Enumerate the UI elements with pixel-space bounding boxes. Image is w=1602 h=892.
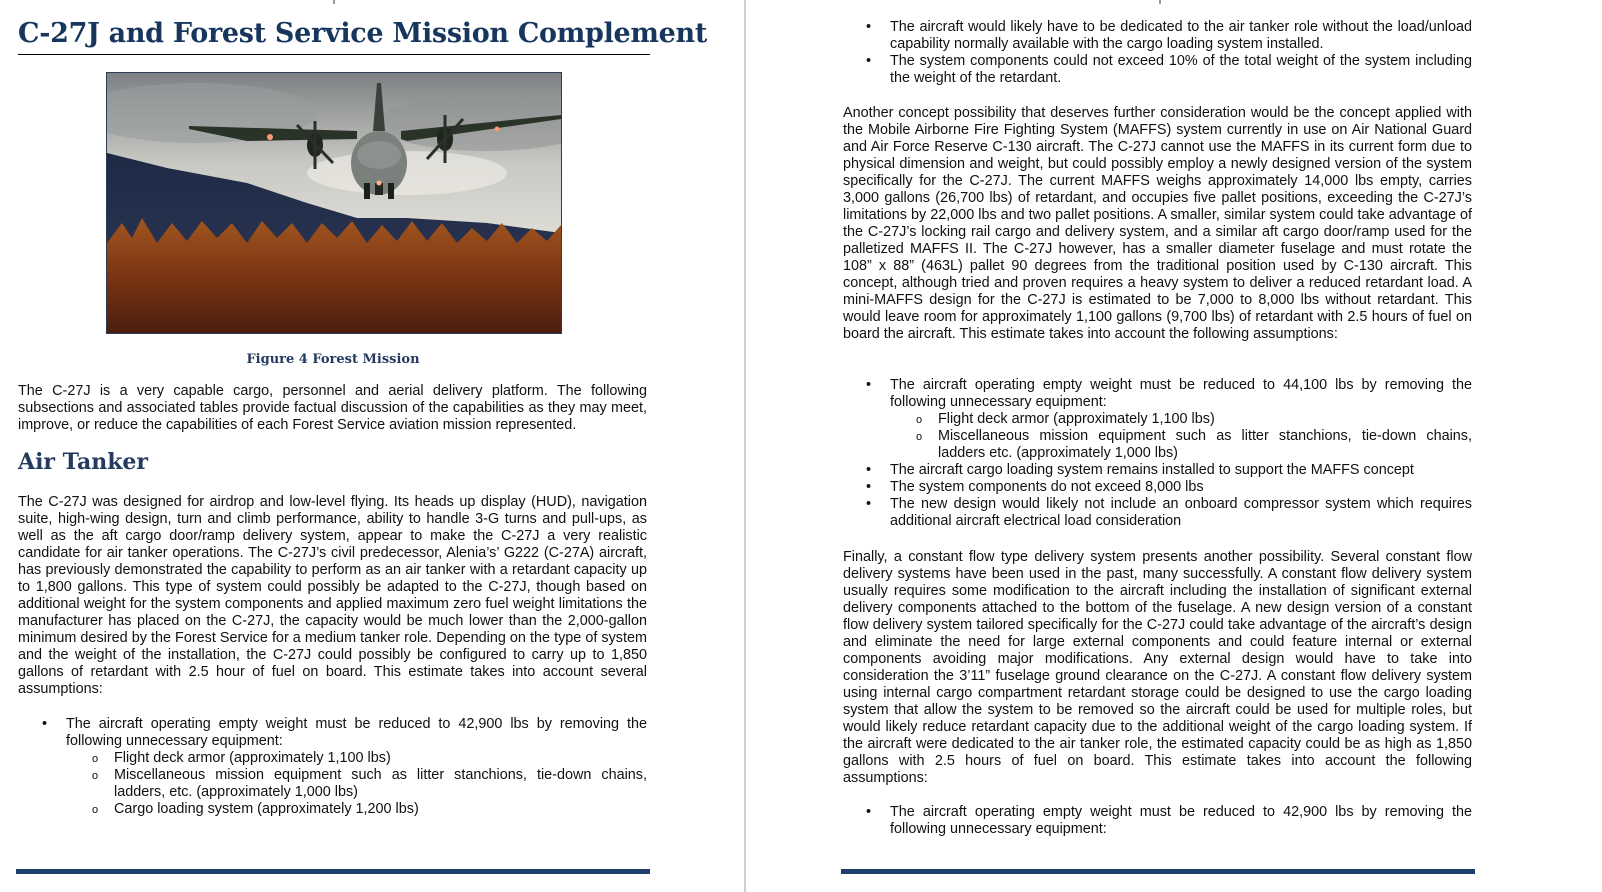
sub-list-item: o Miscellaneous mission equipment such as litter stanchions, tie-down chains, ladders etc. (approximately 1,000 lbs) — [890, 428, 1472, 462]
document-page-left — [0, 0, 744, 892]
list-item — [842, 377, 1472, 462]
list-item-text: The aircraft operating empty weight must be reduced to 42,900 lbs by removing the following unnecessary equipment: — [66, 716, 647, 749]
air-tanker-assumptions-list — [18, 716, 647, 818]
page-top-marker — [333, 0, 335, 4]
page-top-marker — [1159, 0, 1161, 4]
page-title: C-27J and Forest Service Mission Complement — [18, 16, 650, 55]
sub-list — [66, 750, 647, 818]
figure-caption: Figure 4 Forest Mission — [246, 352, 420, 367]
sub-list-item: o Flight deck armor (approximately 1,100 lbs) — [890, 411, 1472, 428]
continued-assumptions-list — [842, 19, 1472, 87]
maffs-assumptions-list — [842, 377, 1472, 530]
maffs-paragraph: Another concept possibility that deserves further consideration would be the concept applied with the Mobile Airborne Fire Fighting System (MAFFS) system currently in use on Air National Guard and Air Force Reserve C-130 aircraft. The C-27J cannot use the MAFFS in its current form due to physical dimension and weight, but could possibly employ a newly designed version of the system specifically for the C-27J. The current MAFFS weighs approximately 14,000 lbs empty, carries 3,000 gallons (26,700 lbs) of retardant, and occupies five pallet positions, exceeding the C-27J’s limitations by 22,000 lbs and two pallet positions. A smaller, similar system could take advantage of the C-27J’s locking rail cargo and delivery system, and a similar aft cargo door/ramp used for the palletized MAFFS II. The C-27J however, has a smaller diameter fuselage and must rotate the 108” x 88” (463L) pallet 90 degrees from the traditional position used by C-130 aircraft. This concept, although tried and proven requires a heavy system to deliver a reduced retardant load. A mini-MAFFS design for the C-27J is estimated to be 7,000 to 8,000 lbs without retardant. This would leave room for approximately 1,100 gallons (9,700 lbs) of retardant with 2.5 hours of fuel on board the aircraft. This estimate takes into account the following assumptions: — [843, 105, 1472, 342]
list-item: • The new design would likely not include an onboard compressor system which requires additional aircraft electrical load consideration — [842, 496, 1472, 530]
footer-bar — [841, 869, 1475, 874]
list-item: • The system components do not exceed 8,000 lbs — [842, 479, 1472, 496]
list-item-text: The aircraft operating empty weight must be reduced to 44,100 lbs by removing the following unnecessary equipment: — [890, 377, 1472, 410]
constant-flow-paragraph: Finally, a constant flow type delivery system presents another possibility. Several constant flow delivery systems have been used in the past, many successfully. A constant flow delivery system usually requires some modification to the aircraft including the installation of significant external delivery components attached to the bottom of the fuselage. A new design version of a constant flow delivery system tailored specifically for the C-27J could take advantage of the aircraft’s design and eliminate the need for large external components and could feature internal or external components avoiding major modifications. Any external design would have to take into consideration the 3’11” fuselage ground clearance on the C-27J. A constant flow delivery system using internal cargo compartment retardant storage could be designed to use the cargo loading system that allow the system to be removed so the aircraft could be used for multiple roles, but would likely reduce retardant capacity due to the additional weight of the cargo loading system. If the aircraft were dedicated to the air tanker role, the estimated capacity could be as high as 1,850 gallons with 2.5 hours of fuel on board. This estimate takes into account the following assumptions: — [843, 549, 1472, 786]
intro-paragraph: The C-27J is a very capable cargo, personnel and aerial delivery platform. The following subsections and associated tables provide factual discussion of the capabilities as they may meet, improve, or reduce the capabilities of each Forest Service aviation mission represented. — [18, 383, 647, 433]
footer-bar — [16, 869, 650, 874]
sub-list-item: o Cargo loading system (approximately 1,200 lbs) — [66, 801, 647, 818]
list-item — [18, 716, 647, 818]
list-item: • The aircraft cargo loading system remains installed to support the MAFFS concept — [842, 462, 1472, 479]
list-item: • The system components could not exceed 10% of the total weight of the system including the weight of the retardant. — [842, 53, 1472, 87]
constant-flow-assumptions-list — [842, 804, 1472, 838]
section-heading-air-tanker: Air Tanker — [18, 449, 149, 475]
sub-list-item: o Miscellaneous mission equipment such as litter stanchions, tie-down chains, ladders, etc. (approximately 1,000 lbs) — [66, 767, 647, 801]
sub-list-item: o Flight deck armor (approximately 1,100 lbs) — [66, 750, 647, 767]
autumn-forest — [107, 218, 561, 333]
aircraft-photo — [107, 73, 561, 333]
figure-forest-mission-photo — [106, 72, 562, 334]
sub-list — [890, 411, 1472, 462]
air-tanker-paragraph: The C-27J was designed for airdrop and low-level flying. Its heads up display (HUD), navigation suite, high-wing design, turn and climb performance, ability to handle 3-G turns and pull-ups, as well as the aft cargo door/ramp delivery system, appear to make the C-27J a very realistic candidate for air tanker operations. The C-27J’s civil predecessor, Alenia’s’ G222 (C-27A) aircraft, has previously demonstrated the capability to perform as an air tanker with a retardant capacity up to 1,800 gallons. This type of system could possibly be adapted to the C-27J, though based on additional weight for the system components and applied maximum zero fuel weight limitations the manufacturer has placed on the C-27J, the capacity would be much lower than the 2,000-gallon minimum desired by the Forest Service for a medium tanker role. Depending on the type of system and the weight of the installation, the C-27J could possibly be configured to carry up to 1,850 gallons of retardant with 2.5 hour of fuel on board. This estimate takes into account several assumptions: — [18, 494, 647, 697]
list-item: • The aircraft would likely have to be dedicated to the air tanker role without the load/unload capability normally available with the cargo loading system installed. — [842, 19, 1472, 53]
list-item: • The aircraft operating empty weight must be reduced to 42,900 lbs by removing the following unnecessary equipment: — [842, 804, 1472, 838]
document-page-right — [746, 0, 1602, 892]
